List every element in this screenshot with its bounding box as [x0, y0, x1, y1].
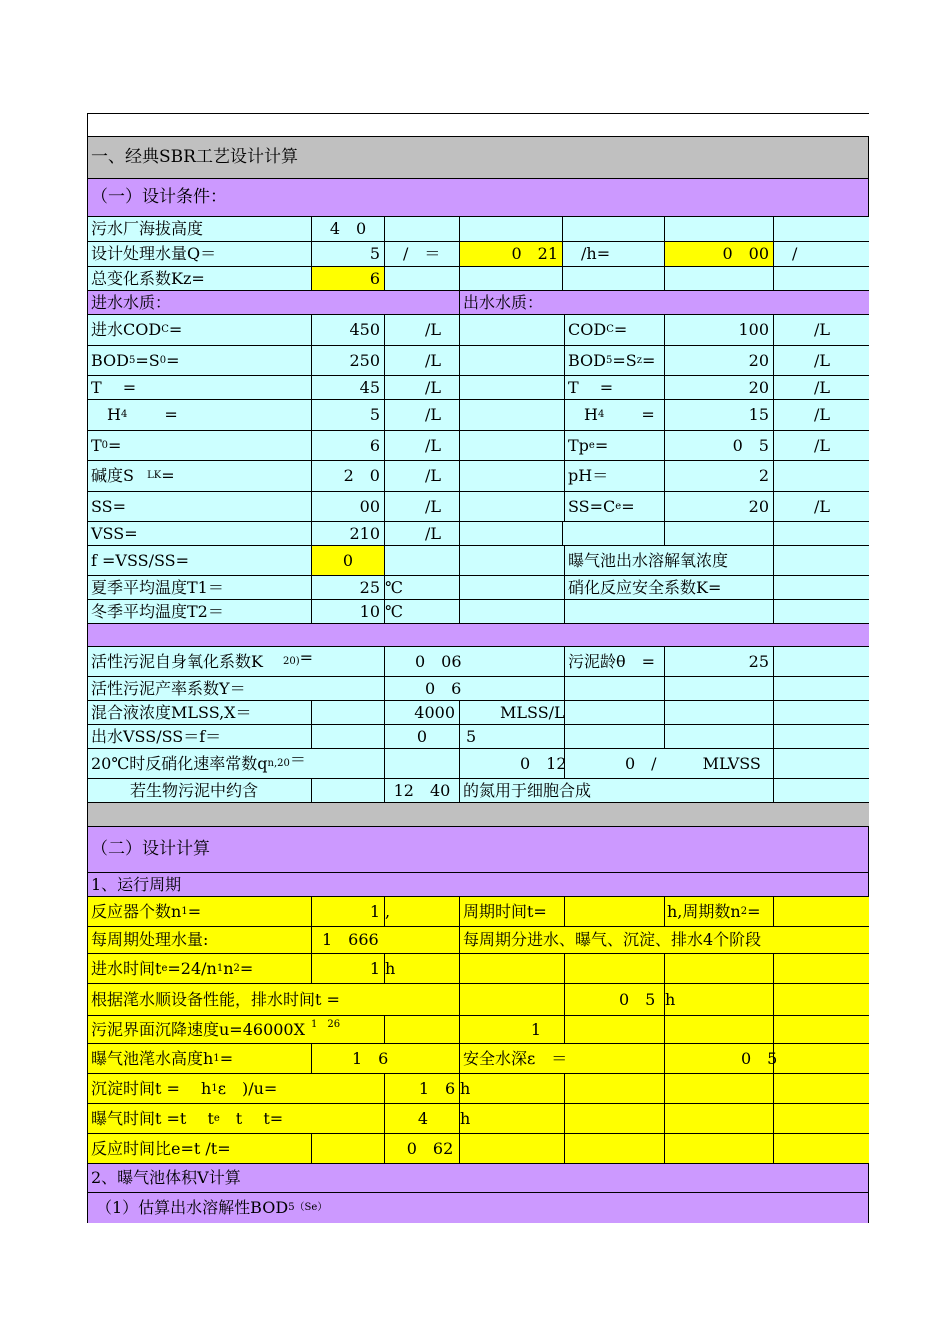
cycle-stages-text: 每周期分进水、曝气、沉淀、排水4个阶段 — [463, 930, 762, 949]
cell — [385, 749, 460, 778]
row-water-per-cycle — [87, 927, 869, 954]
influent-unit: /L — [385, 492, 460, 521]
row-drain-time — [87, 984, 869, 1016]
t1-value[interactable]: 25 — [312, 576, 385, 599]
subsection-row — [87, 179, 869, 217]
formula: =24/n — [167, 958, 217, 978]
drain-time-label: 根据滗水顺设备性能，排水时间t = — [88, 984, 460, 1015]
quality-label: Tp — [568, 435, 589, 455]
age-value[interactable]: 25 — [665, 647, 774, 676]
mlss-label: 混合液浓度MLSS,X＝ — [88, 701, 312, 724]
cell — [385, 546, 460, 575]
row-nitrogen — [87, 779, 869, 803]
cell — [460, 461, 565, 491]
vss-label: VSS= — [88, 522, 312, 545]
cell — [665, 701, 774, 724]
cycles-label: h,周期数n — [667, 901, 741, 921]
fill-time-value[interactable]: 1 — [312, 954, 385, 983]
aeration-time-value[interactable]: 4 — [385, 1104, 460, 1133]
influent-header: 进水水质： — [88, 291, 460, 314]
effluent-header: 出水水质： — [463, 292, 544, 312]
row-vss — [87, 522, 869, 546]
row-fill-time: 进水时间t e =24/n 1 n 2 = 1 h — [87, 954, 869, 984]
quality-row — [87, 400, 869, 431]
cell — [665, 1016, 774, 1043]
cell — [665, 954, 774, 983]
formula: t t= — [219, 1108, 284, 1128]
cell — [312, 701, 385, 724]
cell — [665, 725, 774, 748]
subsection-row-2 — [87, 827, 869, 873]
influent-label — [88, 492, 312, 521]
settle-time-label: 沉淀时间t = h — [91, 1078, 212, 1098]
cell — [565, 1074, 665, 1103]
influent-label: BOD 5 =S 0 = — [88, 346, 312, 375]
cell — [774, 546, 869, 575]
row-flow — [87, 242, 869, 267]
flow-value-3[interactable]: 0 00 — [665, 242, 774, 266]
row-quality-headers — [87, 291, 869, 315]
effluent-value[interactable]: 2 — [665, 461, 774, 491]
cell — [665, 1134, 774, 1163]
cycle-time-value[interactable] — [565, 897, 665, 926]
run-period-header: 1、运行周期 — [88, 873, 869, 896]
influent-label: 碱度S LK = — [88, 461, 312, 491]
effluent-value[interactable]: 0 5 — [665, 431, 774, 460]
cell — [774, 1074, 869, 1103]
row-kd: 活性污泥自身氧化系数K 20) = 0 06 污泥龄θ = 25 — [87, 647, 869, 677]
exponent: 1 26 — [311, 1018, 341, 1030]
safety-depth-label: 安全水深ε ＝ — [460, 1044, 665, 1073]
cell — [460, 376, 565, 399]
influent-label — [88, 376, 312, 399]
row-estimate-bod: （1）估算出水溶解性BOD 5（Se） — [87, 1193, 869, 1223]
kd-eq: = — [299, 647, 314, 667]
cell — [774, 267, 869, 290]
effluent-unit: /L — [814, 350, 831, 370]
drain-time-value[interactable]: 0 5 — [565, 984, 665, 1015]
y-value[interactable]: 0 6 — [385, 677, 565, 700]
label-suffix: =S — [135, 350, 160, 370]
row-tank-volume — [87, 1164, 869, 1193]
fill-time-unit: h — [385, 954, 460, 983]
settling-velocity-label: 污泥界面沉降速度u=46000X — [91, 1019, 306, 1039]
label-suffix: = — [613, 320, 628, 339]
quality-label: COD — [568, 320, 607, 339]
altitude-value[interactable]: 4 0 — [312, 217, 385, 241]
influent-value[interactable]: 5 — [312, 400, 385, 430]
cell — [774, 984, 869, 1015]
cell — [774, 725, 869, 748]
row-y — [87, 677, 869, 701]
cell — [665, 522, 774, 545]
cell — [385, 217, 460, 241]
mlss-value[interactable]: 4000 — [385, 701, 460, 724]
cell — [312, 779, 385, 802]
row-mlss — [87, 701, 869, 725]
fill-time-label: 进水时间t — [91, 958, 162, 978]
do-label: 曝气池出水溶解氧浓度 — [565, 546, 774, 575]
cell — [312, 1134, 385, 1163]
effluent-value[interactable]: 20 — [665, 376, 774, 399]
f-label: f =VSS/SS= — [88, 546, 312, 575]
flow-unit-2: /h= — [563, 242, 665, 266]
quality-label: T = — [91, 377, 137, 397]
influent-unit: /L — [385, 315, 460, 345]
y-label: 活性污泥产率系数Y＝ — [88, 677, 385, 700]
row-settling-velocity — [87, 1016, 869, 1044]
cell — [563, 522, 665, 545]
row-f — [87, 546, 869, 576]
label-suffix: = — [127, 405, 178, 424]
qn-value-2[interactable]: 0 / — [625, 753, 657, 773]
cell — [563, 217, 665, 241]
nitrogen-value[interactable]: 12 40 — [385, 779, 460, 802]
cell — [665, 1104, 774, 1133]
vss-unit: /L — [385, 522, 460, 545]
influent-unit: /L — [385, 376, 460, 399]
kz-label: 总变化系数Kz= — [88, 267, 312, 290]
effluent-value[interactable]: 100 — [665, 315, 774, 345]
settle-time-unit: h — [460, 1074, 565, 1103]
cell — [774, 217, 869, 241]
altitude-label: 污水厂海拔高度 — [88, 217, 312, 241]
row-decant-height: 曝气池滗水高度h 1 = 1 6 安全水深ε ＝ 0 5 — [87, 1044, 869, 1074]
quality-label: H — [91, 405, 121, 424]
quality-label: BOD — [568, 350, 606, 370]
cell — [774, 1104, 869, 1133]
mlss-unit: MLSS/L — [460, 701, 565, 724]
qn-unit: MLVSS — [702, 753, 761, 773]
nitrogen-label: 若生物污泥中约含 — [88, 779, 312, 802]
row-t1 — [87, 576, 869, 600]
effluent-label: Tp e = — [565, 431, 665, 460]
effluent-unit: /L — [814, 496, 831, 516]
reactors-value[interactable]: 1 — [312, 897, 385, 926]
cell — [565, 1016, 665, 1043]
row-settle-time: 沉淀时间t = h 1 ε )/u= 1 6 h — [87, 1074, 869, 1104]
water-per-cycle-value[interactable]: 1 666 — [312, 927, 460, 953]
row-reactors: 反应器个数n 1 = 1 , 周期时间t= h,周期数n 2 = — [87, 897, 869, 927]
cell — [460, 546, 565, 575]
row-vss-ratio — [87, 725, 869, 749]
effluent-value[interactable]: 15 — [665, 400, 774, 430]
effluent-label — [565, 376, 665, 399]
cell — [460, 522, 563, 545]
effluent-value[interactable]: 20 — [665, 492, 774, 521]
cell — [565, 1104, 665, 1133]
effluent-unit: /L — [814, 377, 831, 397]
influent-value[interactable]: 450 — [312, 315, 385, 345]
label-suffix: = — [108, 435, 122, 455]
effluent-label: SS=C e = — [565, 492, 665, 521]
influent-label: H 4 = — [88, 400, 312, 430]
quality-row — [87, 315, 869, 346]
cycles-value[interactable] — [774, 897, 869, 926]
qn-eq: ＝ — [289, 749, 306, 769]
effluent-label: BOD 5 =S z = — [565, 346, 665, 375]
influent-value[interactable]: 6 — [312, 431, 385, 460]
settle-time-value[interactable]: 1 6 — [385, 1074, 460, 1103]
reactors-unit: , — [385, 897, 460, 926]
equals: = — [239, 958, 254, 978]
t2-unit: ℃ — [385, 600, 460, 623]
label-suffix: = — [621, 496, 635, 516]
quality-label: pH＝ — [568, 466, 609, 485]
label-suffix: = — [604, 405, 655, 424]
estimate-bod-header: （1）估算出水溶解性BOD — [96, 1198, 289, 1217]
effluent-unit: /L — [814, 435, 831, 455]
cell — [774, 1044, 869, 1073]
effluent-unit: /L — [814, 320, 831, 339]
f-value[interactable]: 0 — [312, 546, 385, 575]
spreadsheet — [87, 113, 869, 1223]
kz-value[interactable]: 6 — [312, 267, 385, 290]
cell — [460, 492, 565, 521]
age-label: 污泥龄θ = — [565, 647, 665, 676]
cell — [460, 346, 565, 375]
row-kz — [87, 267, 869, 291]
decant-height-value[interactable]: 1 6 — [312, 1044, 460, 1073]
flow-unit: / ＝ — [385, 242, 460, 266]
label-suffix: = — [642, 350, 656, 370]
flow-unit-3: / — [792, 244, 798, 263]
equals: = — [219, 1048, 234, 1068]
quality-row — [87, 461, 869, 492]
section-title: 一、经典SBR工艺设计计算 — [88, 137, 869, 178]
decant-height-label: 曝气池滗水高度h — [91, 1048, 214, 1068]
influent-unit: /L — [385, 461, 460, 491]
cell — [460, 576, 565, 599]
qn-values — [565, 749, 774, 778]
qn-label: 20℃时反硝化速率常数q — [91, 753, 268, 773]
cell — [774, 576, 869, 599]
effluent-label: COD C = — [565, 315, 665, 345]
quality-row — [87, 492, 869, 522]
influent-unit: /L — [385, 400, 460, 430]
separator-row — [87, 624, 869, 647]
influent-value[interactable]: 2 0 — [312, 461, 385, 491]
label-suffix: = — [161, 466, 175, 485]
cell — [774, 677, 869, 700]
k-label: 硝化反应安全系数K= — [565, 576, 774, 599]
cell — [460, 954, 565, 983]
influent-value[interactable]: 00 — [312, 492, 385, 521]
t2-label: 冬季平均温度T2＝ — [88, 600, 312, 623]
blank-row — [87, 113, 869, 137]
quality-label: T — [91, 435, 102, 455]
aeration-time-unit: h — [460, 1104, 565, 1133]
effluent-unit: /L — [814, 405, 831, 424]
reaction-ratio-value[interactable]: 0 62 — [385, 1134, 460, 1163]
effluent-unit — [774, 461, 869, 491]
vss-ratio-value-1[interactable]: 0 — [385, 725, 460, 748]
quality-row — [87, 431, 869, 461]
cell — [665, 677, 774, 700]
formula: ε )/u= — [217, 1078, 278, 1098]
influent-unit: /L — [385, 431, 460, 460]
cell — [460, 315, 565, 345]
influent-value[interactable]: 250 — [312, 346, 385, 375]
cell — [312, 725, 385, 748]
reactors-label: 反应器个数n — [91, 901, 182, 921]
label-suffix: = — [168, 320, 183, 339]
quality-row — [87, 346, 869, 376]
cell — [774, 954, 869, 983]
cell — [565, 725, 665, 748]
kd-value[interactable]: 0 06 — [385, 647, 565, 676]
formula: n — [223, 958, 234, 978]
vss-value[interactable]: 210 — [312, 522, 385, 545]
effluent-value[interactable]: 20 — [665, 346, 774, 375]
influent-unit: /L — [385, 346, 460, 375]
t1-unit: ℃ — [385, 576, 460, 599]
cell — [460, 400, 565, 430]
cell — [460, 984, 565, 1015]
label-suffix: = — [594, 435, 609, 455]
aeration-time-label: 曝气时间t =t t — [91, 1108, 214, 1128]
cell — [774, 600, 869, 623]
cell — [774, 647, 869, 676]
vss-ratio-value-2[interactable]: 5 — [460, 725, 565, 748]
cell — [385, 1016, 460, 1043]
cell — [565, 701, 665, 724]
water-per-cycle-label: 每周期处理水量: — [88, 927, 312, 953]
nitrogen-text: 的氮用于细胞合成 — [460, 779, 774, 802]
equals: = — [747, 901, 761, 921]
cell — [665, 267, 774, 290]
cell — [774, 1016, 869, 1043]
cell — [565, 1134, 665, 1163]
cell — [774, 749, 869, 778]
effluent-label — [565, 461, 665, 491]
cell — [460, 1134, 565, 1163]
t2-value[interactable]: 10 — [312, 600, 385, 623]
cell — [565, 600, 774, 623]
row-qn: 20℃时反硝化速率常数q n,20 ＝ 0 12 0 / MLVSS — [87, 749, 869, 779]
cell — [774, 522, 869, 545]
quality-label: BOD — [91, 350, 129, 370]
quality-label: SS=C — [568, 496, 616, 516]
effluent-label: H 4 = — [565, 400, 665, 430]
quality-label: 进水COD — [91, 320, 162, 339]
cell — [565, 954, 665, 983]
t1-label: 夏季平均温度T1＝ — [88, 576, 312, 599]
flow-value-2[interactable]: 0 21 — [460, 242, 563, 266]
quality-label: T = — [568, 377, 614, 397]
influent-label: T 0 = — [88, 431, 312, 460]
cell — [665, 217, 774, 241]
kd-label: 活性污泥自身氧化系数K — [91, 651, 263, 671]
flow-value[interactable]: 5 — [312, 242, 385, 266]
equals: = — [187, 901, 202, 921]
qn-value-1[interactable]: 0 12 — [460, 749, 565, 778]
cell — [774, 701, 869, 724]
cell — [460, 267, 563, 290]
cell — [460, 217, 563, 241]
flow-label: 设计处理水量Q＝ — [88, 242, 312, 266]
reaction-ratio-label: 反应时间比e=t /t= — [88, 1134, 312, 1163]
row-aeration-time: 曝气时间t =t t e t t= 4 h — [87, 1104, 869, 1134]
cell — [665, 1074, 774, 1103]
row-t2 — [87, 600, 869, 624]
row-reaction-ratio — [87, 1134, 869, 1164]
section-title-row — [87, 137, 869, 179]
cell — [774, 779, 869, 802]
quality-label: SS= — [91, 496, 127, 516]
label-suffix: =S — [612, 350, 637, 370]
gray-separator-row — [87, 803, 869, 827]
quality-label: 碱度S — [91, 466, 134, 485]
cell — [460, 431, 565, 460]
quality-row — [87, 376, 869, 400]
row-altitude — [87, 217, 869, 242]
cell — [774, 1134, 869, 1163]
drain-time-unit: h — [665, 984, 774, 1015]
cell — [460, 600, 565, 623]
quality-table — [87, 315, 869, 522]
subsection-title-2: （二）设计计算 — [88, 827, 869, 872]
influent-label: 进水COD C = — [88, 315, 312, 345]
cycle-time-label: 周期时间t= — [460, 897, 565, 926]
row-run-period — [87, 873, 869, 897]
tank-volume-header: 2、曝气池体积V计算 — [88, 1164, 869, 1192]
cell — [565, 677, 665, 700]
label-suffix: = — [166, 350, 180, 370]
influent-value[interactable]: 45 — [312, 376, 385, 399]
safety-depth-value[interactable]: 0 5 — [665, 1044, 774, 1073]
quality-label: H — [568, 405, 598, 424]
settling-velocity-value[interactable]: 1 — [460, 1016, 565, 1043]
cell — [385, 267, 460, 290]
subsection-title: （一）设计条件： — [88, 179, 869, 216]
vss-ratio-label: 出水VSS/SS＝f＝ — [88, 725, 312, 748]
cell — [563, 267, 665, 290]
